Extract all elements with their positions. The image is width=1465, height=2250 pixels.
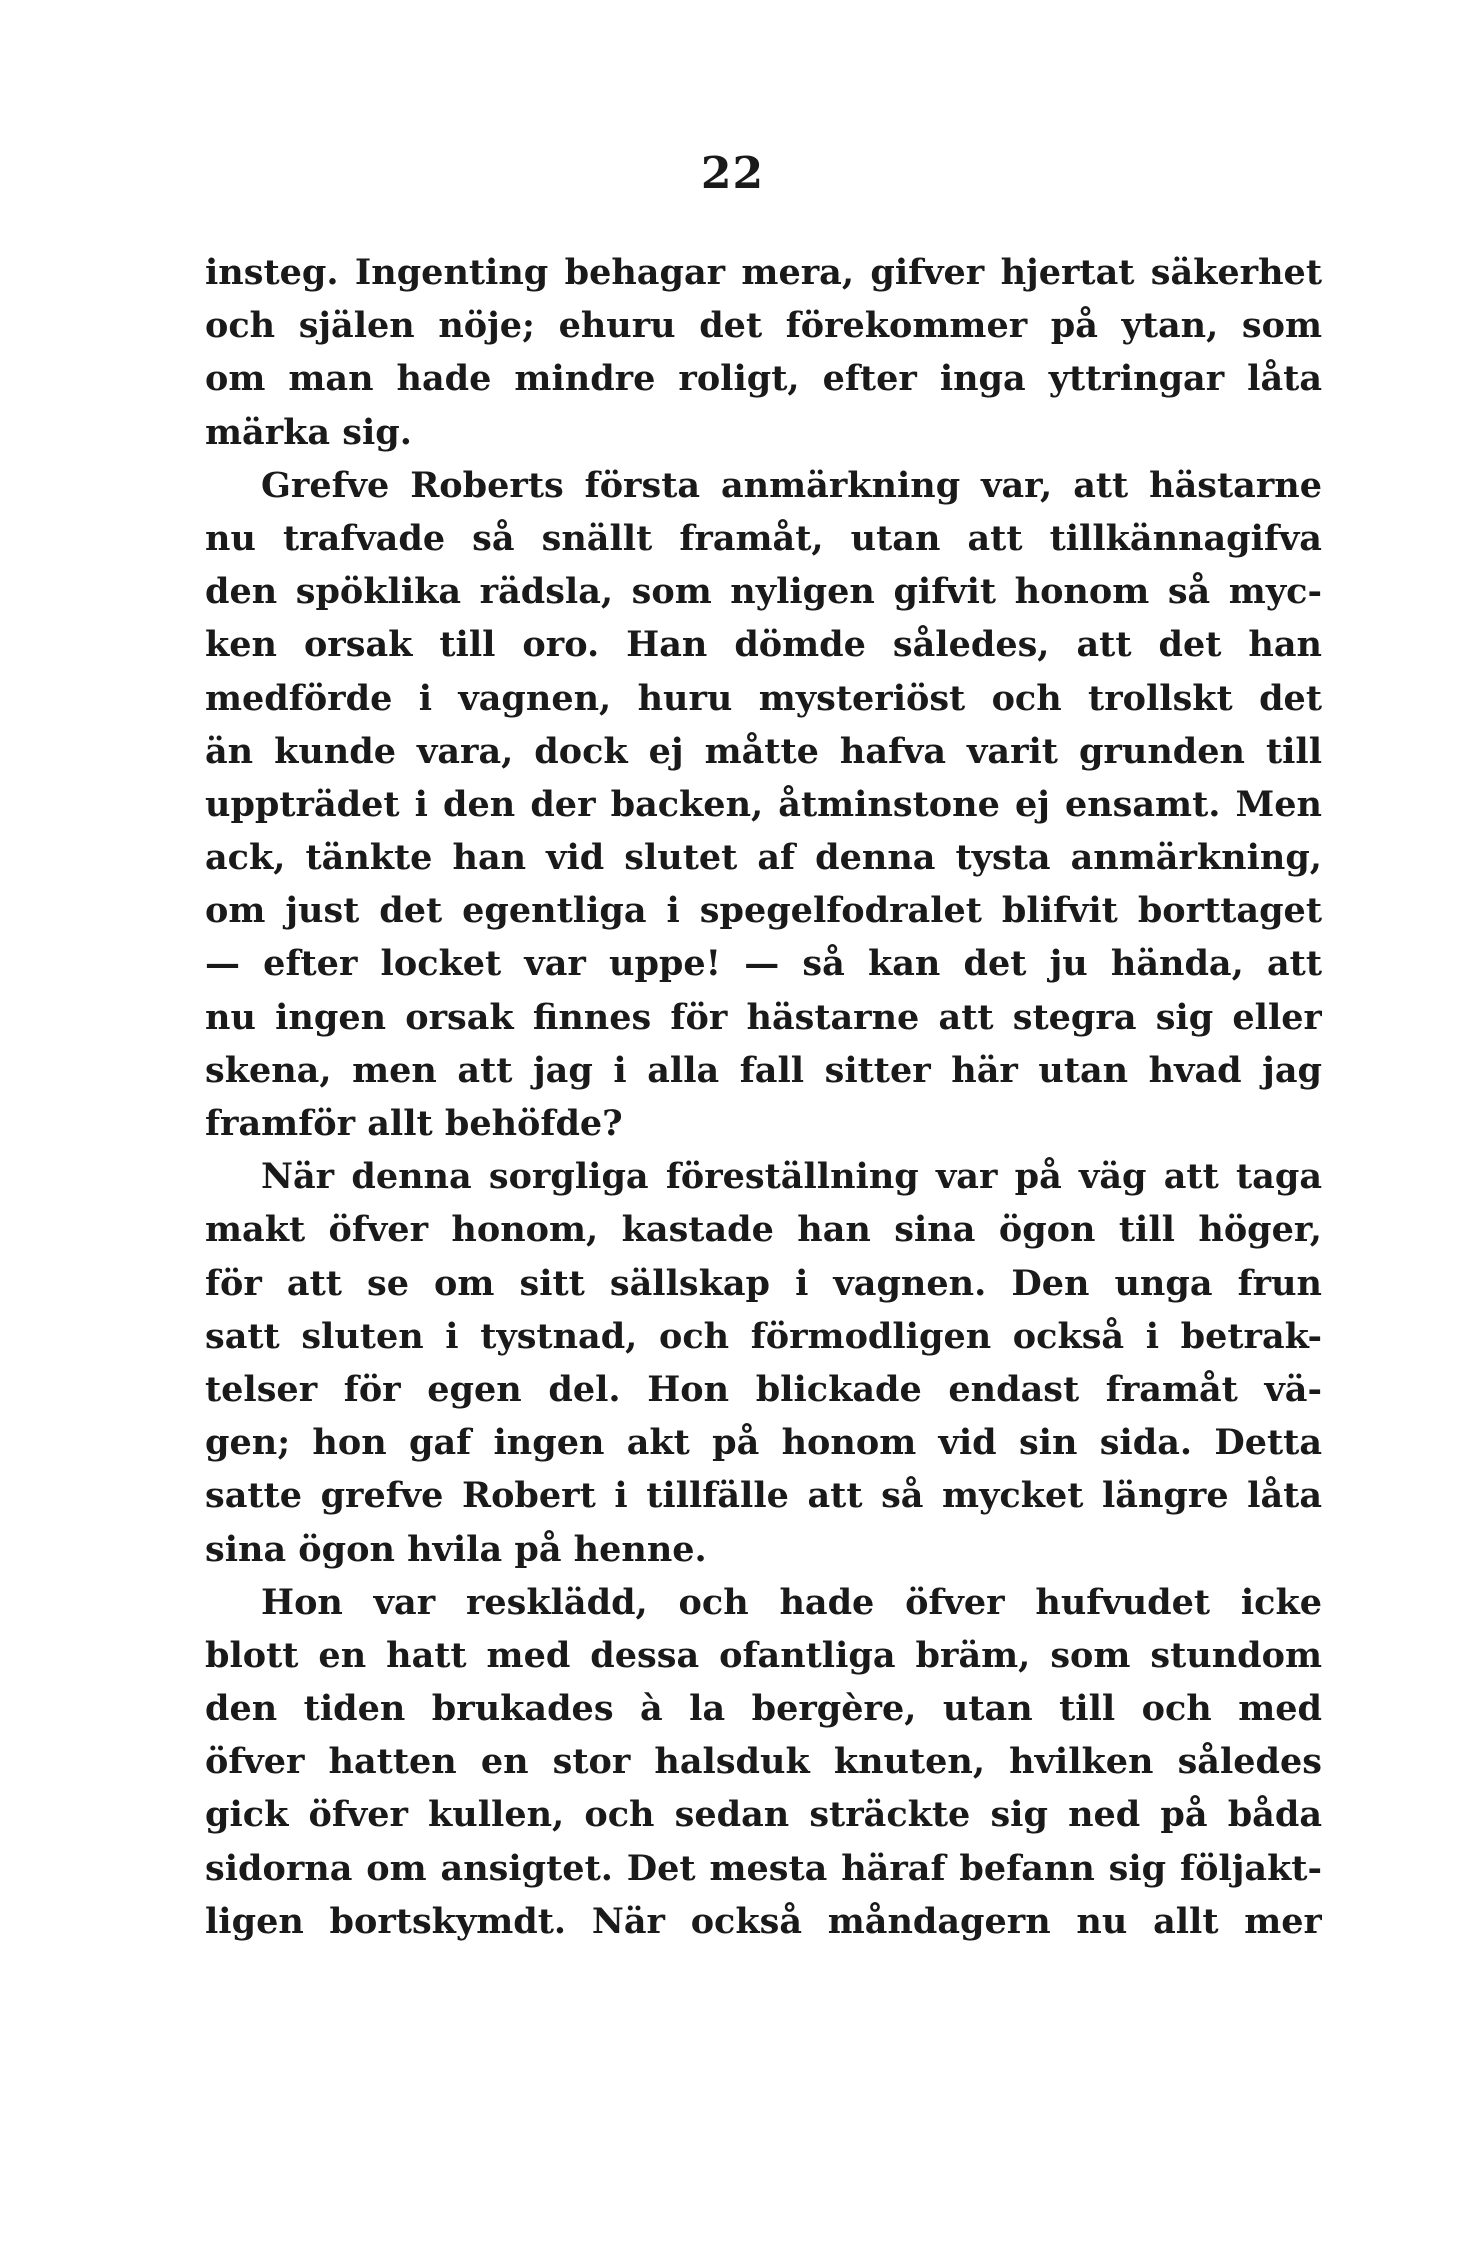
text-line: om man hade mindre roligt, efter inga yttringar låta <box>205 358 1322 400</box>
text-line: telser för egen del. Hon blickade endast framåt vä- <box>205 1368 1322 1410</box>
text-line: ken orsak till oro. Han dömde således, att det han <box>205 624 1322 666</box>
text-line: Hon var resklädd, och hade öfver hufvudet icke <box>261 1581 1322 1623</box>
text-line: — efter locket var uppe! — så kan det ju hända, att <box>205 943 1322 985</box>
text-line: märka sig. <box>205 411 412 453</box>
text-line: medförde i vagnen, huru mysteriöst och trollskt det <box>205 677 1322 719</box>
text-line: nu ingen orsak finnes för hästarne att stegra sig eller <box>205 996 1322 1038</box>
paragraph-3 <box>205 1150 1322 1576</box>
text-line: makt öfver honom, kastade han sina ögon till höger, <box>205 1209 1322 1251</box>
text-line: skena, men att jag i alla fall sitter här utan hvad jag <box>205 1049 1322 1091</box>
text-line: blott en hatt med dessa ofantliga bräm, som stundom <box>205 1634 1322 1676</box>
text-line: När denna sorgliga föreställning var på väg att taga <box>261 1156 1322 1198</box>
paragraph-1 <box>205 246 1322 459</box>
text-line: insteg. Ingenting behagar mera, gifver hjertat säkerhet <box>205 252 1322 293</box>
text-line: om just det egentliga i spegelfodralet blifvit borttaget <box>205 890 1322 932</box>
text-line: Grefve Roberts första anmärkning var, att hästarne <box>261 464 1322 506</box>
text-line: för att se om sitt sällskap i vagnen. Den unga frun <box>205 1262 1322 1304</box>
text-line: uppträdet i den der backen, åtminstone ej ensamt. Men <box>205 783 1322 825</box>
text-line: sina ögon hvila på henne. <box>205 1528 707 1570</box>
text-line: framför allt behöfde? <box>205 1103 623 1144</box>
text-line: ack, tänkte han vid slutet af denna tysta anmärkning, <box>205 837 1322 879</box>
text-line: nu trafvade så snällt framåt, utan att tillkännagifva <box>205 517 1322 559</box>
text-line: än kunde vara, dock ej måtte hafva varit grunden till <box>205 730 1322 772</box>
text-line: ligen bortskymdt. När också måndagern nu allt mer <box>205 1900 1322 1942</box>
page-number: 22 <box>700 148 765 199</box>
text-line: sidorna om ansigtet. Det mesta häraf befann sig följakt- <box>205 1847 1322 1889</box>
text-line: gick öfver kullen, och sedan sträckte sig ned på båda <box>205 1794 1322 1836</box>
text-line: den tiden brukades à la bergère, utan till och med <box>205 1688 1322 1730</box>
text-line: satte grefve Robert i tillfälle att så mycket längre låta <box>205 1475 1322 1517</box>
text-line: och själen nöje; ehuru det förekommer på ytan, som <box>205 305 1322 347</box>
text-line: öfver hatten en stor halsduk knuten, hvilken således <box>205 1741 1322 1783</box>
text-line: den spöklika rädsla, som nyligen gifvit honom så myc- <box>205 571 1322 613</box>
body-text <box>205 246 1322 1948</box>
paragraph-4 <box>205 1576 1322 1948</box>
paragraph-2 <box>205 459 1322 1150</box>
text-line: gen; hon gaf ingen akt på honom vid sin sida. Detta <box>205 1422 1322 1464</box>
text-line: satt sluten i tystnad, och förmodligen också i betrak- <box>205 1315 1322 1357</box>
